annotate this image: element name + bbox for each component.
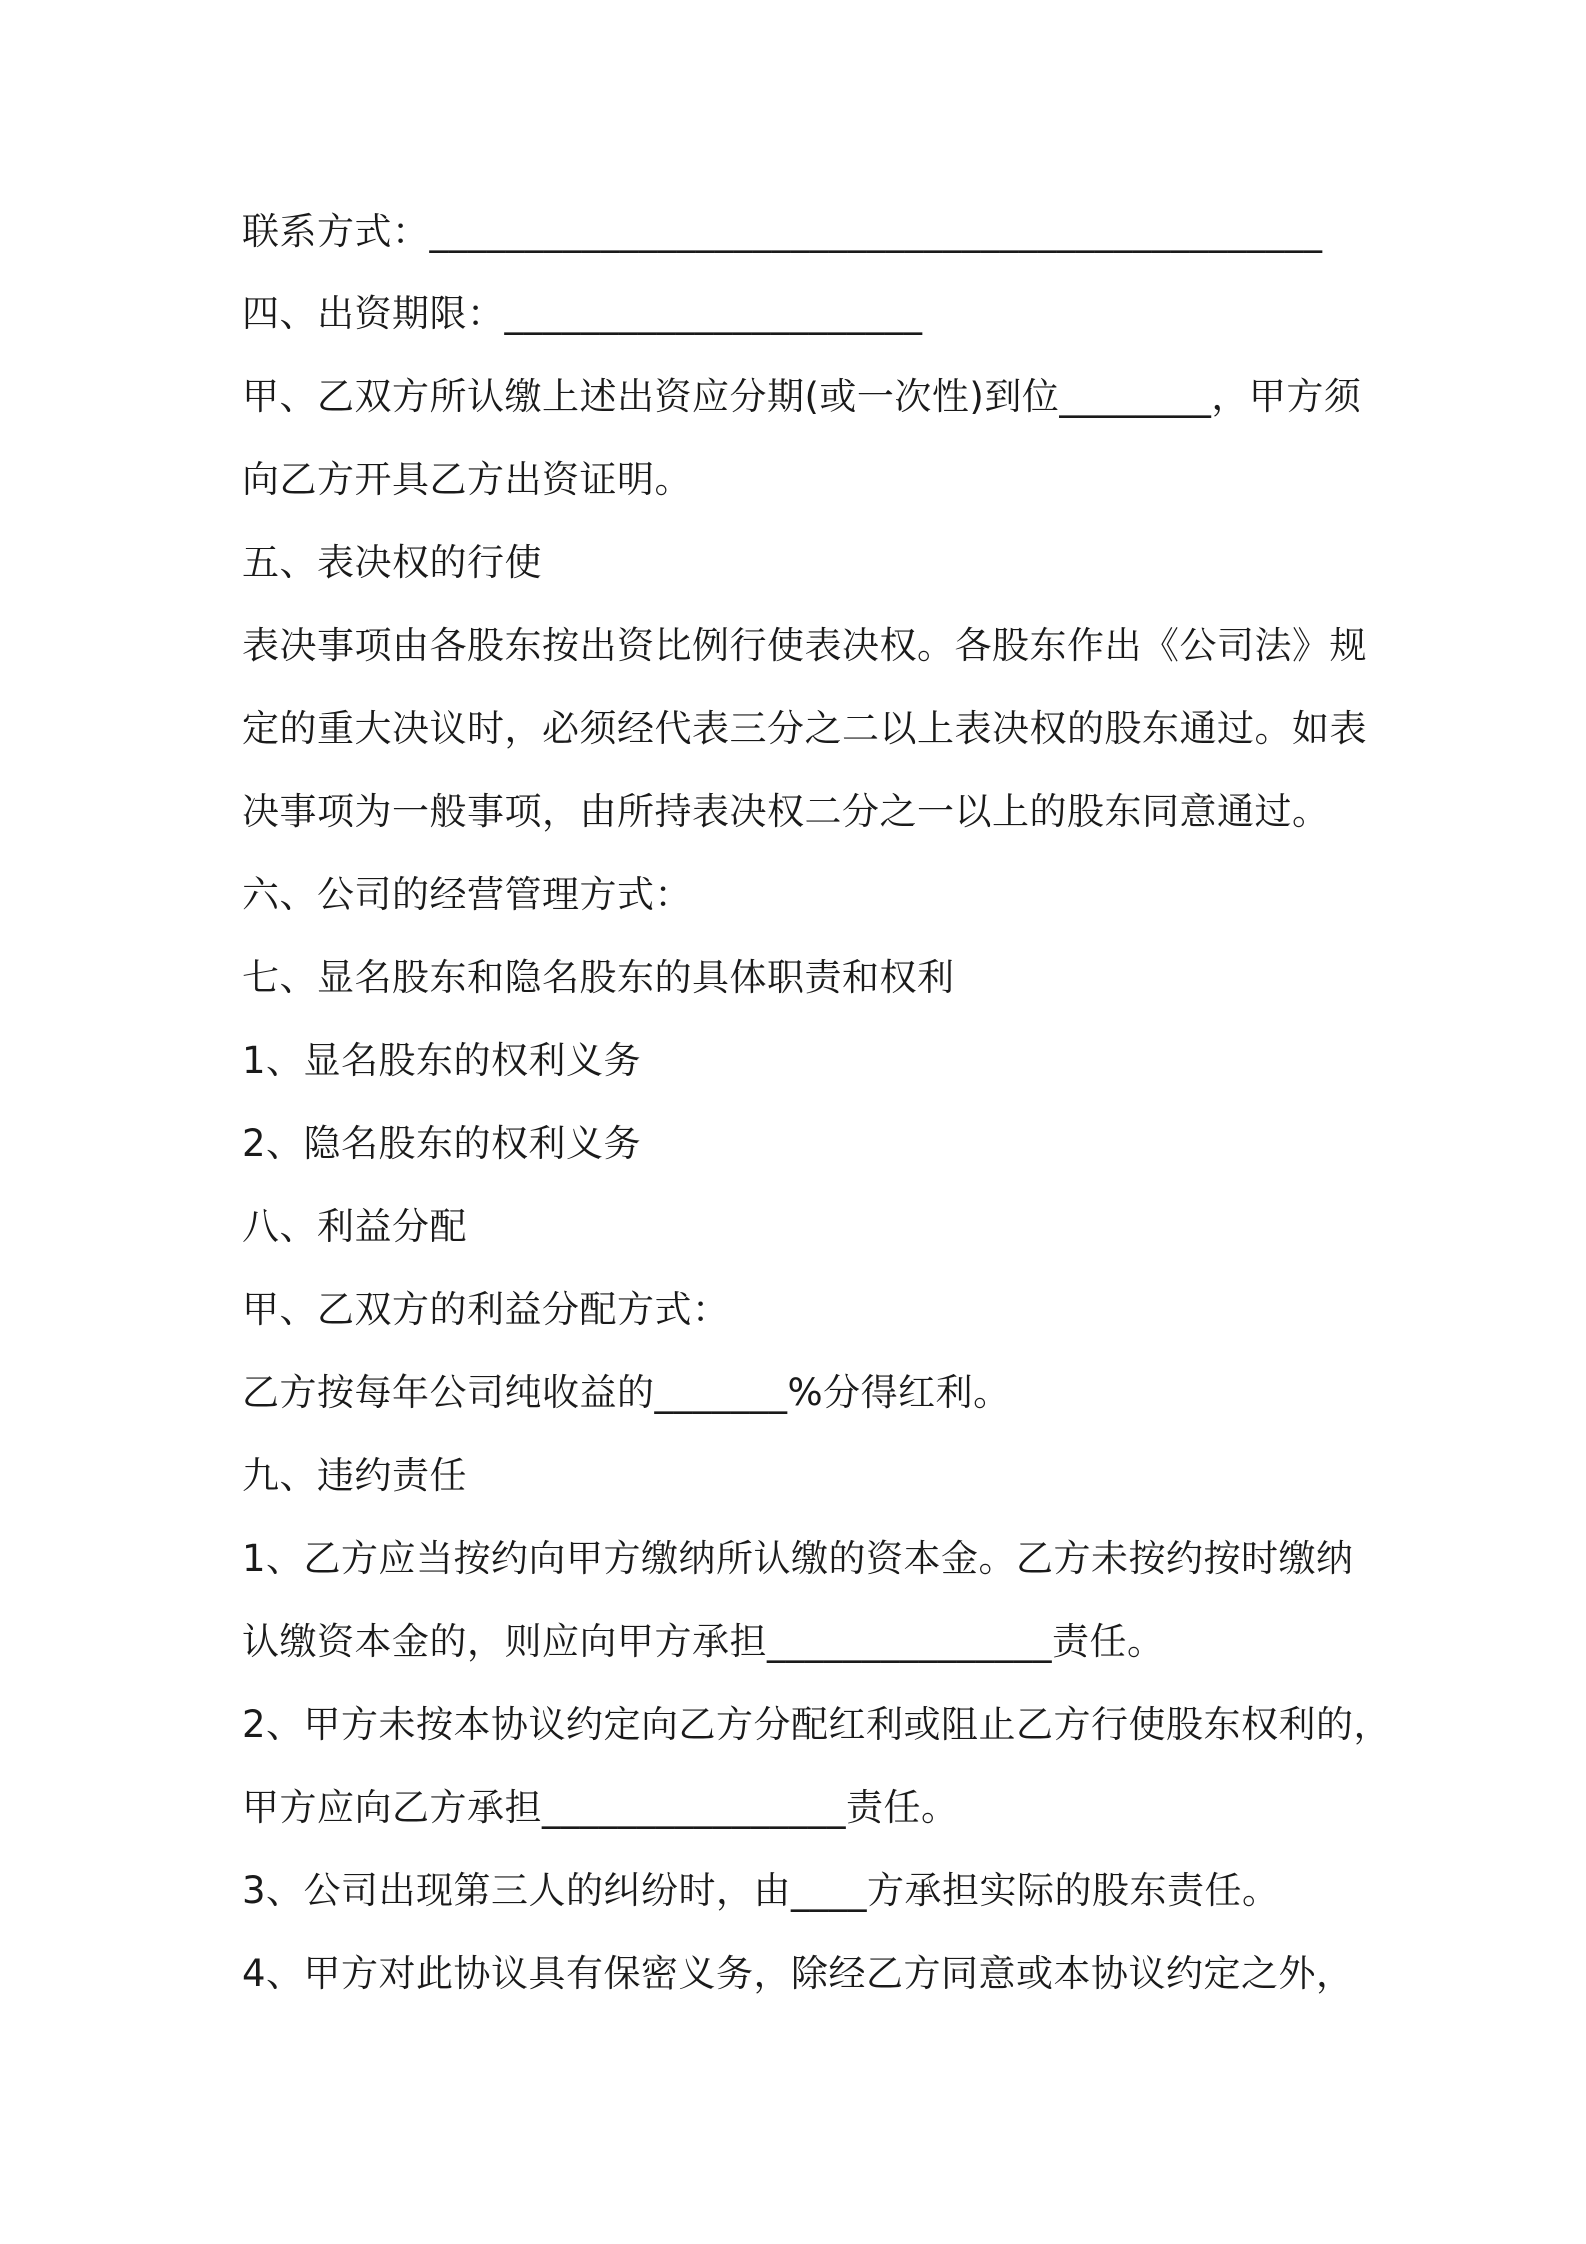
- paragraph-line: 向乙方开具乙方出资证明。: [242, 458, 692, 501]
- paragraph-line: 甲方应向乙方承担________________责任。: [242, 1786, 959, 1829]
- list-item: 2、隐名股东的权利义务: [242, 1122, 642, 1165]
- paragraph-line: 表决事项由各股东按出资比例行使表决权。各股东作出《公司法》规: [242, 624, 1367, 667]
- section-4-heading: 四、出资期限：______________________: [242, 292, 923, 335]
- contact-line: 联系方式：_______________________________________________: [242, 210, 1323, 253]
- paragraph-line: 甲、乙双方的利益分配方式：: [242, 1288, 730, 1331]
- paragraph-line: 认缴资本金的，则应向甲方承担_______________责任。: [242, 1620, 1165, 1663]
- section-6-heading: 六、公司的经营管理方式：: [242, 873, 692, 916]
- list-item: 2、甲方未按本协议约定向乙方分配红利或阻止乙方行使股东权利的，: [242, 1703, 1392, 1746]
- list-item: 1、显名股东的权利义务: [242, 1039, 642, 1082]
- section-9-heading: 九、违约责任: [242, 1454, 467, 1497]
- paragraph-line: 甲、乙双方所认缴上述出资应分期(或一次性)到位________，甲方须: [242, 375, 1362, 418]
- section-7-heading: 七、显名股东和隐名股东的具体职责和权利: [242, 956, 955, 999]
- list-item: 4、甲方对此协议具有保密义务，除经乙方同意或本协议约定之外，: [242, 1952, 1354, 1995]
- list-item: 3、公司出现第三人的纠纷时，由____方承担实际的股东责任。: [242, 1869, 1280, 1912]
- list-item: 1、乙方应当按约向甲方缴纳所认缴的资本金。乙方未按约按时缴纳: [242, 1537, 1354, 1580]
- paragraph-line: 乙方按每年公司纯收益的_______%分得红利。: [242, 1371, 1011, 1414]
- section-5-heading: 五、表决权的行使: [242, 541, 542, 584]
- paragraph-line: 定的重大决议时，必须经代表三分之二以上表决权的股东通过。如表: [242, 707, 1367, 750]
- section-8-heading: 八、利益分配: [242, 1205, 467, 1248]
- paragraph-line: 决事项为一般事项，由所持表决权二分之一以上的股东同意通过。: [242, 790, 1330, 833]
